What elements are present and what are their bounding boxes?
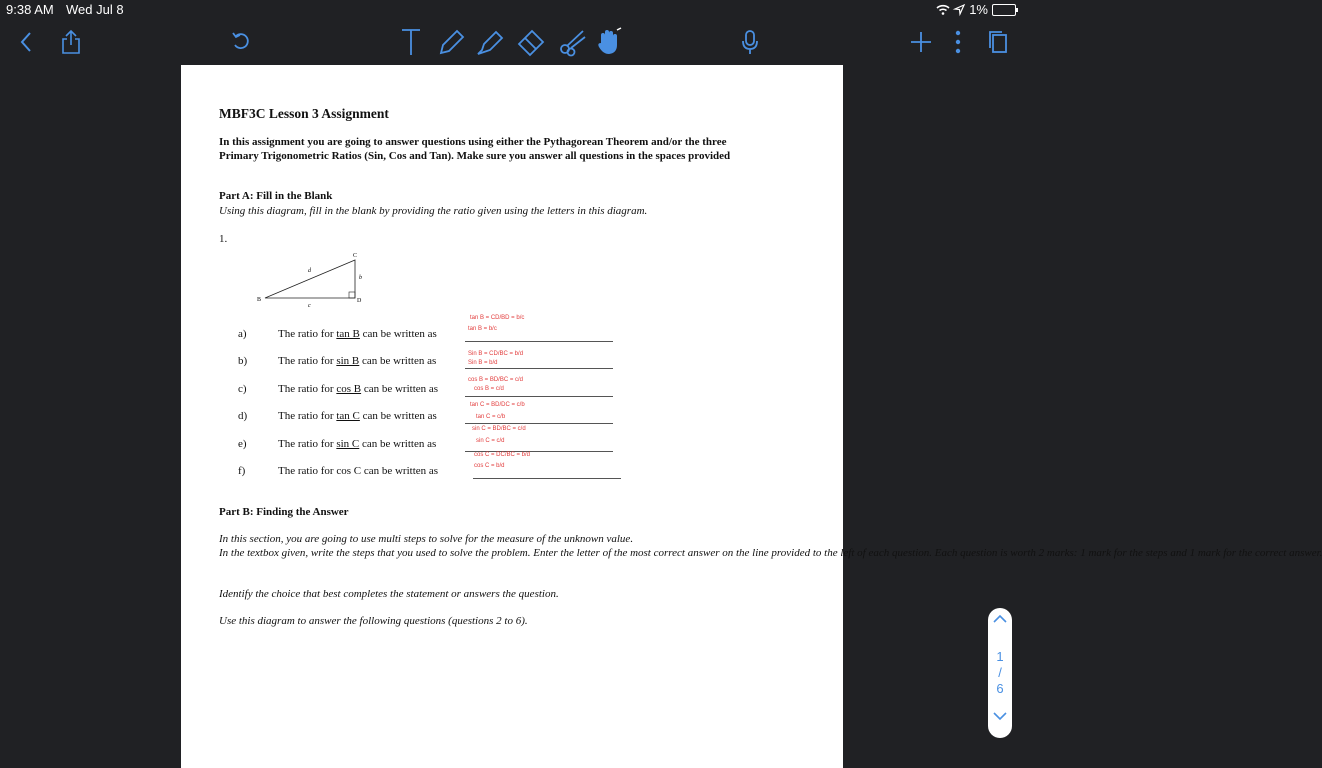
- row-label: f): [238, 465, 246, 477]
- vertex-label-c: C: [353, 253, 358, 259]
- side-label-c: c: [308, 303, 311, 309]
- microphone-icon: [741, 29, 759, 55]
- eraser-icon: [515, 27, 547, 57]
- text-tool-icon: [400, 27, 422, 57]
- side-label-b: b: [359, 275, 362, 281]
- intro-text: [219, 135, 730, 163]
- status-date: Wed Jul 8: [66, 2, 124, 17]
- pages-icon: [988, 31, 1008, 53]
- pen-icon: [437, 27, 467, 57]
- svg-text:tan C = c/b: tan C = c/b: [476, 414, 506, 420]
- part-b-paragraph-1: In this section, you are going to use multi steps to solve for the measure of the unknown value.: [219, 533, 634, 545]
- document-title: MBF3C Lesson 3 Assignment: [219, 106, 389, 121]
- share-button[interactable]: [58, 20, 84, 64]
- page-separator: /: [998, 665, 1002, 680]
- battery-icon: [992, 4, 1016, 16]
- undo-icon: [231, 32, 251, 52]
- pages-button[interactable]: [986, 20, 1010, 64]
- row-label: d): [238, 410, 248, 422]
- svg-text:Sin B = b/d: Sin B = b/d: [468, 360, 498, 366]
- row-text: The ratio for sin B can be written as: [278, 355, 437, 367]
- row-label: c): [238, 383, 247, 395]
- previous-page-button[interactable]: [988, 608, 1012, 627]
- lasso-tool-button[interactable]: [556, 20, 588, 64]
- status-time: 9:38 AM: [6, 2, 54, 17]
- intro-line-1: In this assignment you are going to answer questions using either the Pythagorean Theorem and/or the three: [219, 136, 727, 148]
- current-page: 1: [996, 649, 1004, 664]
- eraser-tool-button[interactable]: [514, 20, 548, 64]
- svg-text:cos B = BD/BC = c/d: cos B = BD/BC = c/d: [468, 377, 524, 383]
- chevron-up-icon: [993, 614, 1007, 624]
- side-label-d: d: [308, 268, 311, 274]
- chevron-down-icon: [993, 711, 1007, 721]
- question-number: 1.: [219, 233, 228, 245]
- record-audio-button[interactable]: [737, 20, 763, 64]
- location-icon: [954, 4, 965, 15]
- status-bar: [0, 0, 1024, 20]
- triangle-diagram: [251, 250, 371, 310]
- handwritten-answer: [470, 447, 610, 479]
- part-b-paragraph-4: Use this diagram to answer the following questions (questions 2 to 6).: [219, 615, 528, 627]
- svg-text:tan C = BD/DC = c/b: tan C = BD/DC = c/b: [470, 402, 525, 408]
- intro-line-2: Primary Trigonometric Ratios (Sin, Cos and Tan). Make sure you answer all questions in the spaces provided: [219, 150, 731, 162]
- row-text: The ratio for tan B can be written as: [278, 328, 437, 340]
- add-button[interactable]: [908, 20, 934, 64]
- row-label: e): [238, 438, 247, 450]
- add-icon: [910, 31, 932, 53]
- page-indicator: [988, 649, 1012, 697]
- hand-icon: [595, 27, 623, 57]
- back-button[interactable]: [14, 20, 38, 64]
- battery-percent: 1%: [969, 2, 988, 17]
- part-b-paragraph-2: In the textbox given, write the steps that you used to solve the problem. Enter the letter of the most correct answer on the line provided to the left of each question. Each question is worth 2 marks: 1 mark for the steps and 1 mark for the correct answer.: [219, 547, 1322, 559]
- svg-text:tan B = b/c: tan B = b/c: [468, 326, 497, 332]
- scissors-icon: [557, 27, 587, 57]
- svg-text:cos B = c/d: cos B = c/d: [474, 386, 504, 392]
- back-icon: [19, 31, 33, 53]
- more-icon: [955, 30, 961, 54]
- part-a-heading: Part A: Fill in the Blank: [219, 190, 333, 202]
- part-a-instructions: Using this diagram, fill in the blank by providing the ratio given using the letters in this diagram.: [219, 205, 648, 217]
- row-label: a): [238, 328, 247, 340]
- svg-text:cos C = DC/BC = b/d: cos C = DC/BC = b/d: [474, 452, 531, 458]
- row-text: The ratio for cos C can be written as: [278, 465, 439, 477]
- highlighter-tool-button[interactable]: [474, 20, 506, 64]
- svg-text:sin C = BD/BC = c/d: sin C = BD/BC = c/d: [472, 426, 526, 432]
- vertex-label-b: B: [257, 297, 262, 303]
- document-page[interactable]: [181, 65, 1322, 768]
- part-b-paragraph-3: Identify the choice that best completes the statement or answers the question.: [219, 588, 559, 600]
- row-text: The ratio for cos B can be written as: [278, 383, 439, 395]
- hand-tool-button[interactable]: [594, 20, 624, 64]
- next-page-button[interactable]: [988, 709, 1012, 724]
- toolbar: [0, 20, 1024, 64]
- pen-tool-button[interactable]: [436, 20, 468, 64]
- page-navigator: [988, 608, 1012, 738]
- highlighter-icon: [475, 27, 505, 57]
- text-tool-button[interactable]: [398, 20, 424, 64]
- svg-text:tan B = CD/BD = b/c: tan B = CD/BD = b/c: [470, 315, 525, 321]
- row-label: b): [238, 355, 248, 367]
- svg-text:Sin B = CD/BC = b/d: Sin B = CD/BC = b/d: [468, 351, 524, 357]
- svg-text:sin C = c/d: sin C = c/d: [476, 438, 505, 444]
- vertex-label-d: D: [357, 298, 362, 304]
- svg-text:cos C = b/d: cos C = b/d: [474, 463, 505, 469]
- wifi-icon: [936, 4, 950, 15]
- more-button[interactable]: [948, 20, 968, 64]
- undo-button[interactable]: [228, 20, 254, 64]
- row-text: The ratio for tan C can be written as: [278, 410, 437, 422]
- share-icon: [61, 30, 81, 54]
- status-right: [936, 2, 1016, 17]
- row-text: The ratio for sin C can be written as: [278, 438, 437, 450]
- part-b-heading: Part B: Finding the Answer: [219, 506, 349, 518]
- total-pages: 6: [996, 681, 1004, 696]
